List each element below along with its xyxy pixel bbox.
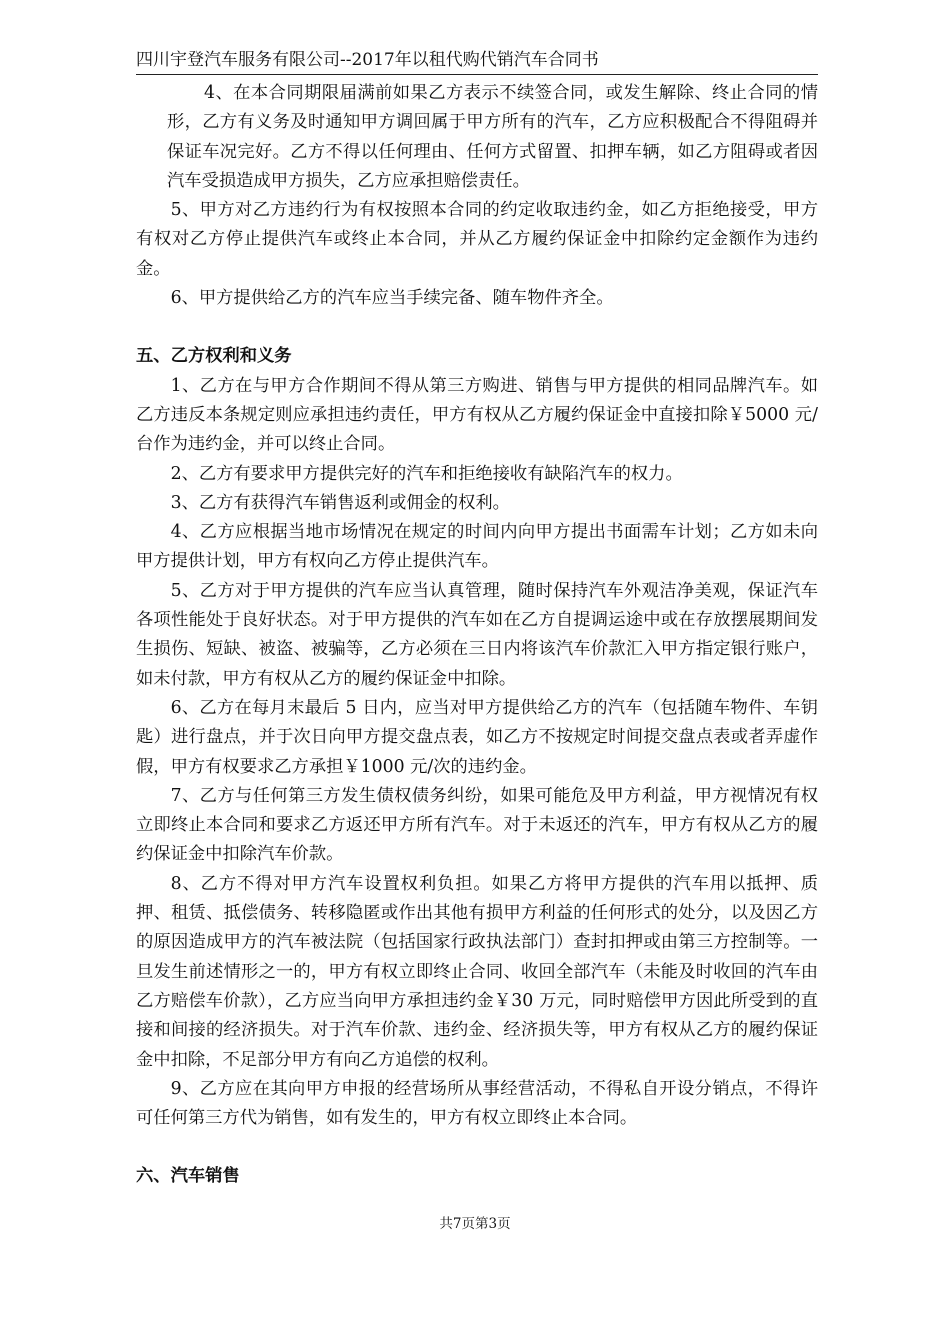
clause-5-3: 3、乙方有获得汽车销售返利或佣金的权利。 [170,492,510,513]
header-divider [136,74,818,75]
document-body [136,79,818,1192]
page-number: 共7页第3页 [439,1216,511,1232]
clause-5-8: 8、乙方不得对甲方汽车设置权利负担。如果乙方将甲方提供的汽车用以抵押、质押、租赁、抵偿债务、转移隐匿或作出其他有损甲方利益的任何形式的处分，以及因乙方的原因造成甲方的汽车被法院（包括国家行政执法部门）查封扣押或由第三方控制等。一旦发生前述情形之一的，甲方有权立即终止合同、收回全部汽车（未能及时收回的汽车由乙方赔偿车价款），乙方应当向甲方承担违约金￥30 万元，同时赔偿甲方因此所受到的直接和间接的经济损失。对于汽车价款、违约金、经济损失等，甲方有权从乙方的履约保证金中扣除，不足部分甲方有向乙方追偿的权利。 [136,873,818,1070]
clause-4-4: 4、在本合同期限届满前如果乙方表示不续签合同，或发生解除、终止合同的情形，乙方有义务及时通知甲方调回属于甲方所有的汽车，乙方应积极配合不得阻碍并保证车况完好。乙方不得以任何理由、任何方式留置、扣押车辆，如乙方阻碍或者因汽车受损造成甲方损失，乙方应承担赔偿责任。 [167,83,818,191]
document-header: 四川宇登汽车服务有限公司--2017年以租代购代销汽车合同书 [136,50,599,70]
clause-4-6: 6、甲方提供给乙方的汽车应当手续完备、随车物件齐全。 [170,288,614,309]
clause-5-6: 6、乙方在每月末最后 5 日内，应当对甲方提供给乙方的汽车（包括随车物件、车钥匙）进行盘点，并于次日向甲方提交盘点表，如乙方不按规定时间提交盘点表或者弄虚作假，甲方有权要求乙方承担￥1000 元/次的违约金。 [136,697,818,777]
clause-5-2: 2、乙方有要求甲方提供完好的汽车和拒绝接收有缺陷汽车的权力。 [170,463,683,484]
clause-5-5: 5、乙方对于甲方提供的汽车应当认真管理，随时保持汽车外观洁净美观，保证汽车各项性能处于良好状态。对于甲方提供的汽车如在乙方自提调运途中或在存放摆展期间发生损伤、短缺、被盗、被骗等，乙方必须在三日内将该汽车价款汇入甲方指定银行账户，如未付款，甲方有权从乙方的履约保证金中扣除。 [136,580,818,689]
clause-5-4: 4、乙方应根据当地市场情况在规定的时间内向甲方提出书面需车计划；乙方如未向甲方提供计划，甲方有权向乙方停止提供汽车。 [136,522,818,572]
section-5-heading: 五、乙方权利和义务 [136,346,292,367]
section-6-heading: 六、汽车销售 [136,1166,240,1187]
clause-5-7: 7、乙方与任何第三方发生债权债务纠纷，如果可能危及甲方利益，甲方视情况有权立即终止本合同和要求乙方返还甲方所有汽车。对于未返还的汽车，甲方有权从乙方的履约保证金中扣除汽车价款。 [136,785,818,865]
clause-4-5: 5、甲方对乙方违约行为有权按照本合同的约定收取违约金，如乙方拒绝接受，甲方有权对乙方停止提供汽车或终止本合同，并从乙方履约保证金中扣除约定金额作为违约金。 [136,200,818,279]
clause-5-9: 9、乙方应在其向甲方申报的经营场所从事经营活动，不得私自开设分销点，不得许可任何第三方代为销售，如有发生的，甲方有权立即终止本合同。 [136,1078,818,1129]
clause-5-1: 1、乙方在与甲方合作期间不得从第三方购进、销售与甲方提供的相同品牌汽车。如乙方违反本条规定则应承担违约责任，甲方有权从乙方履约保证金中直接扣除￥5000 元/台作为违约金，并可以终止合同。 [136,375,818,455]
